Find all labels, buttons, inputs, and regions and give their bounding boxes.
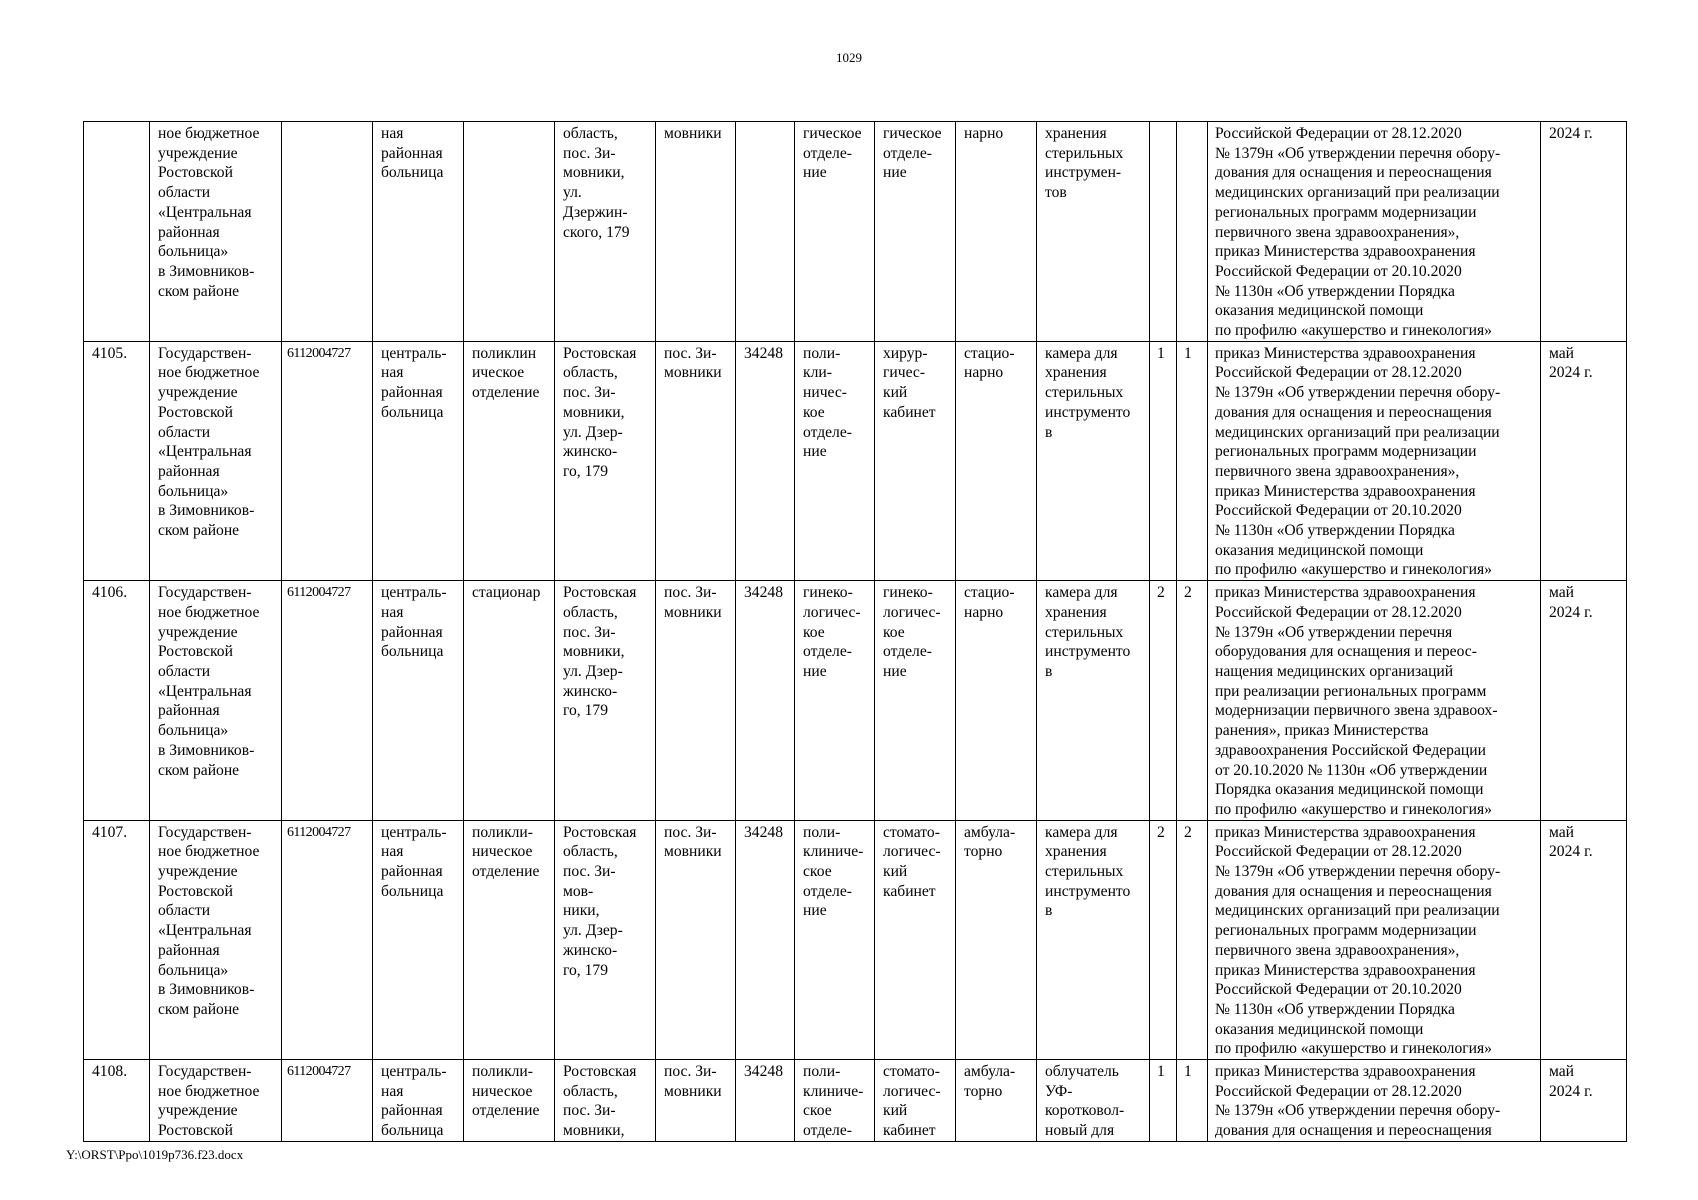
locality-code: 34248 [736, 581, 795, 820]
row-number [84, 122, 150, 342]
equipment-name: камера для хранения стерильных инструменто в [1037, 341, 1150, 580]
address: область, пос. Зи- мовники, ул. Дзержин- ского, 179 [555, 122, 656, 342]
subdivision: поликли- ническое отделение [464, 820, 555, 1059]
organization-type: централь- ная районная больница [373, 581, 464, 820]
locality: мовники [656, 122, 736, 342]
organization-name: Государствен- ное бюджетное учреждение Ростовской [150, 1060, 282, 1142]
care-mode: стацио- нарно [956, 341, 1037, 580]
subdivision: стационар [464, 581, 555, 820]
table-row [84, 341, 1627, 580]
care-mode: амбула- торно [956, 820, 1037, 1059]
equipment-name: камера для хранения стерильных инструменто в [1037, 820, 1150, 1059]
address: Ростовская область, пос. Зи- мовники, ул. Дзер- жинско- го, 179 [555, 581, 656, 820]
quantity-planned: 1 [1177, 341, 1208, 580]
footer-file-path: Y:\ORST\Ppo\1019p736.f23.docx [66, 1147, 244, 1162]
inn-code: 6112004727 [282, 820, 373, 1059]
delivery-date: май 2024 г. [1541, 581, 1627, 820]
room: стомато- логичес- кий кабинет [875, 1060, 956, 1142]
delivery-date: май 2024 г. [1541, 820, 1627, 1059]
legal-basis: приказ Министерства здравоохранения Российской Федерации от 28.12.2020 № 1379н «Об утверждении перечня обору- дования для оснащения и переоснащения [1208, 1060, 1541, 1142]
quantity-planned: 1 [1177, 1060, 1208, 1142]
care-mode: нарно [956, 122, 1037, 342]
organization-name: Государствен- ное бюджетное учреждение Ростовской области «Центральная районная больница» в Зимовников- ском районе [150, 581, 282, 820]
organization-type: централь- ная районная больница [373, 1060, 464, 1142]
row-number: 4107. [84, 820, 150, 1059]
equipment-table [83, 121, 1627, 1142]
locality: пос. Зи- мовники [656, 341, 736, 580]
inn-code: 6112004727 [282, 1060, 373, 1142]
equipment-name: хранения стерильных инструмен- тов [1037, 122, 1150, 342]
department: поли- клиниче- ское отделе- [795, 1060, 875, 1142]
subdivision [464, 122, 555, 342]
locality: пос. Зи- мовники [656, 1060, 736, 1142]
legal-basis: Российской Федерации от 28.12.2020 № 1379н «Об утверждении перечня обору- дования для оснащения и переоснащения медицинских организаций при реализации региональных программ модернизации первичного звена здравоохранения», приказ Министерства здравоохранения Российской Федерации от 20.10.2020 № 1130н «Об утверждении Порядка оказания медицинской помощи по профилю «акушерство и гинекология» [1208, 122, 1541, 342]
delivery-date: 2024 г. [1541, 122, 1627, 342]
room: стомато- логичес- кий кабинет [875, 820, 956, 1059]
locality-code [736, 122, 795, 342]
care-mode: стацио- нарно [956, 581, 1037, 820]
quantity-planned: 2 [1177, 581, 1208, 820]
table-row [84, 820, 1627, 1059]
department: гинеко- логичес- кое отделе- ние [795, 581, 875, 820]
page-number: 1029 [836, 50, 862, 65]
legal-basis: приказ Министерства здравоохранения Российской Федерации от 28.12.2020 № 1379н «Об утверждении перечня оборудования для оснащения и переос- нащения медицинских организаций при реализации региональных программ модернизации первичного звена здравоох- ранения», приказ Министерства здравоохранения Российской Федерации от 20.10.2020 № 1130н «Об утверждении Порядка оказания медицинской помощи по профилю «акушерство и гинекология» [1208, 581, 1541, 820]
organization-type: централь- ная районная больница [373, 341, 464, 580]
equipment-name: облучатель УФ- коротковол- новый для [1037, 1060, 1150, 1142]
row-number: 4106. [84, 581, 150, 820]
address: Ростовская область, пос. Зи- мов- ники, ул. Дзер- жинско- го, 179 [555, 820, 656, 1059]
address: Ростовская область, пос. Зи- мовники, ул. Дзер- жинско- го, 179 [555, 341, 656, 580]
locality: пос. Зи- мовники [656, 820, 736, 1059]
organization-name: Государствен- ное бюджетное учреждение Ростовской области «Центральная районная больница» в Зимовников- ском районе [150, 820, 282, 1059]
row-number: 4108. [84, 1060, 150, 1142]
department: поли- клиниче- ское отделе- ние [795, 820, 875, 1059]
subdivision: поликли- ническое отделение [464, 1060, 555, 1142]
department: поли- кли- ничес- кое отделе- ние [795, 341, 875, 580]
quantity-required: 1 [1150, 1060, 1177, 1142]
locality-code: 34248 [736, 341, 795, 580]
department: гическое отделе- ние [795, 122, 875, 342]
organization-type: централь- ная районная больница [373, 820, 464, 1059]
quantity-required [1150, 122, 1177, 342]
inn-code: 6112004727 [282, 581, 373, 820]
organization-name: Государствен- ное бюджетное учреждение Ростовской области «Центральная районная больница» в Зимовников- ском районе [150, 341, 282, 580]
quantity-required: 2 [1150, 581, 1177, 820]
room: хирур- гичес- кий кабинет [875, 341, 956, 580]
address: Ростовская область, пос. Зи- мовники, [555, 1060, 656, 1142]
inn-code [282, 122, 373, 342]
quantity-required: 1 [1150, 341, 1177, 580]
locality-code: 34248 [736, 1060, 795, 1142]
quantity-planned: 2 [1177, 820, 1208, 1059]
delivery-date: май 2024 г. [1541, 341, 1627, 580]
table-row [84, 581, 1627, 820]
organization-name: ное бюджетное учреждение Ростовской области «Центральная районная больница» в Зимовников- ском районе [150, 122, 282, 342]
room: гическое отделе- ние [875, 122, 956, 342]
organization-type: ная районная больница [373, 122, 464, 342]
legal-basis: приказ Министерства здравоохранения Российской Федерации от 28.12.2020 № 1379н «Об утверждении перечня обору- дования для оснащения и переоснащения медицинских организаций при реализации региональных программ модернизации первичного звена здравоохранения», приказ Министерства здравоохранения Российской Федерации от 20.10.2020 № 1130н «Об утверждении Порядка оказания медицинской помощи по профилю «акушерство и гинекология» [1208, 820, 1541, 1059]
delivery-date: май 2024 г. [1541, 1060, 1627, 1142]
inn-code: 6112004727 [282, 341, 373, 580]
equipment-name: камера для хранения стерильных инструменто в [1037, 581, 1150, 820]
care-mode: амбула- торно [956, 1060, 1037, 1142]
locality: пос. Зи- мовники [656, 581, 736, 820]
quantity-planned [1177, 122, 1208, 342]
row-number: 4105. [84, 341, 150, 580]
quantity-required: 2 [1150, 820, 1177, 1059]
table-row [84, 1060, 1627, 1142]
legal-basis: приказ Министерства здравоохранения Российской Федерации от 28.12.2020 № 1379н «Об утверждении перечня обору- дования для оснащения и переоснащения медицинских организаций при реализации региональных программ модернизации первичного звена здравоохранения», приказ Министерства здравоохранения Российской Федерации от 20.10.2020 № 1130н «Об утверждении Порядка оказания медицинской помощи по профилю «акушерство и гинекология» [1208, 341, 1541, 580]
table-row [84, 122, 1627, 342]
room: гинеко- логичес- кое отделе- ние [875, 581, 956, 820]
subdivision: поликлин ическое отделение [464, 341, 555, 580]
locality-code: 34248 [736, 820, 795, 1059]
